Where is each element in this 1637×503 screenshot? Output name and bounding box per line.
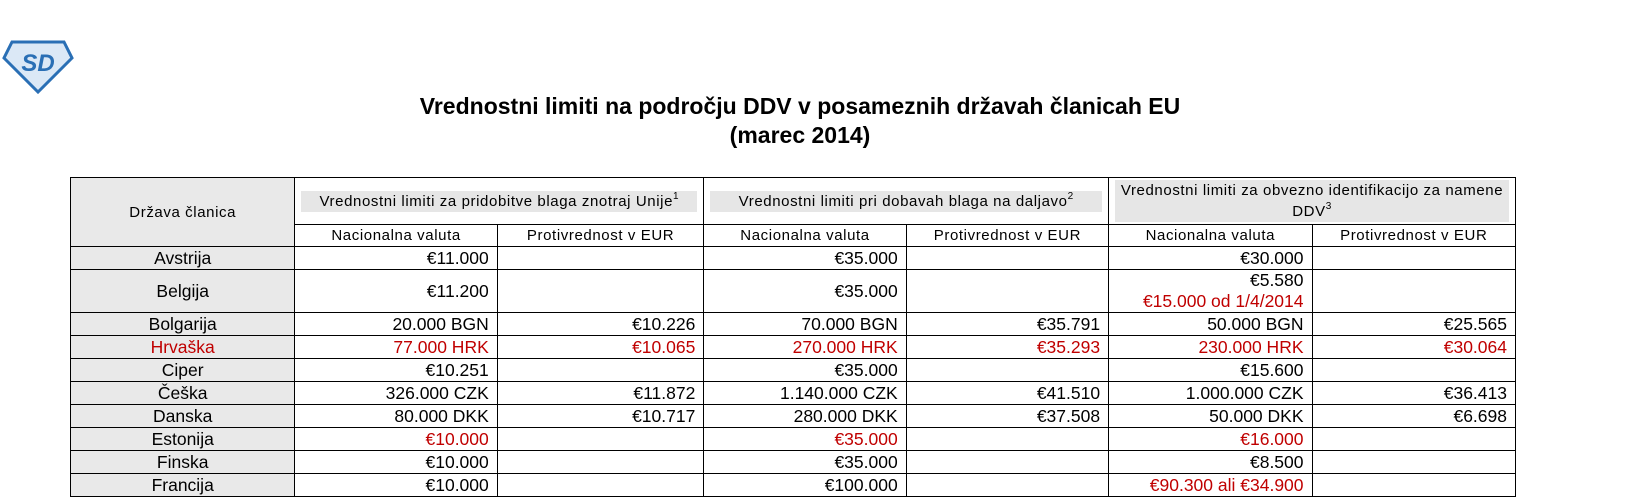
dist-national-cell: 270.000 HRK	[704, 336, 906, 359]
group-acquisitions-label: Vrednostni limiti za pridobitve blaga znotraj Unije	[319, 192, 674, 210]
id-national-cell: 230.000 HRK	[1109, 336, 1312, 359]
acq-national-cell: €11.200	[295, 270, 497, 313]
dist-eur-cell	[906, 270, 1108, 313]
acq-national-cell: €10.000	[295, 451, 497, 474]
acq-national-cell: €11.000	[295, 247, 497, 270]
subheader-eur-1: Protivrednost v EUR	[497, 225, 704, 247]
subheader-national-2: Nacionalna valuta	[704, 225, 906, 247]
table-row	[71, 474, 1516, 497]
dist-national-cell: €35.000	[704, 270, 906, 313]
id-national-cell: €8.500	[1109, 451, 1312, 474]
acq-national-cell: 80.000 DKK	[295, 405, 497, 428]
country-cell: Avstrija	[71, 247, 295, 270]
id-national-cell: €15.600	[1109, 359, 1312, 382]
footnote-2: 2	[1067, 190, 1074, 202]
id-eur-cell	[1312, 474, 1515, 497]
dist-eur-cell	[906, 247, 1108, 270]
group-header-acquisitions	[295, 178, 704, 225]
acq-eur-cell	[497, 247, 704, 270]
dist-eur-cell: €37.508	[906, 405, 1108, 428]
acq-national-cell: €10.251	[295, 359, 497, 382]
id-national-cell: €16.000	[1109, 428, 1312, 451]
table-row	[71, 382, 1516, 405]
table-row	[71, 359, 1516, 382]
id-eur-cell	[1312, 270, 1515, 313]
id-eur-cell	[1312, 428, 1515, 451]
country-cell: Belgija	[71, 270, 295, 313]
dist-eur-cell: €41.510	[906, 382, 1108, 405]
title-line-2: (marec 2014)	[729, 122, 871, 148]
dist-eur-cell	[906, 474, 1108, 497]
id-national-value: €5.580	[1249, 270, 1304, 290]
id-national-note: €15.000 od 1/4/2014	[1142, 291, 1304, 311]
table-row	[71, 405, 1516, 428]
company-logo	[2, 38, 74, 94]
dist-national-cell: €35.000	[704, 428, 906, 451]
acq-eur-cell: €10.065	[497, 336, 704, 359]
country-cell: Češka	[71, 382, 295, 405]
dist-eur-cell	[906, 359, 1108, 382]
dist-national-cell: €35.000	[704, 359, 906, 382]
dist-eur-cell	[906, 428, 1108, 451]
country-cell: Hrvaška	[71, 336, 295, 359]
dist-national-cell: €35.000	[704, 247, 906, 270]
acq-eur-cell	[497, 428, 704, 451]
acq-national-cell: €10.000	[295, 474, 497, 497]
table-row	[71, 270, 1516, 313]
dist-eur-cell	[906, 451, 1108, 474]
dist-national-cell: €35.000	[704, 451, 906, 474]
acq-national-cell: 20.000 BGN	[295, 313, 497, 336]
footnote-1: 1	[673, 190, 680, 202]
acq-eur-cell	[497, 359, 704, 382]
country-cell: Estonija	[71, 428, 295, 451]
subheader-eur-2: Protivrednost v EUR	[906, 225, 1108, 247]
country-cell: Francija	[71, 474, 295, 497]
table-row	[71, 247, 1516, 270]
table-row	[71, 428, 1516, 451]
group-identification-label: Vrednostni limiti za obvezno identifikacijo za namene DDV	[1120, 182, 1504, 220]
dist-national-cell: €100.000	[704, 474, 906, 497]
country-cell: Ciper	[71, 359, 295, 382]
group-distance-label: Vrednostni limiti pri dobavah blaga na daljavo	[738, 192, 1068, 210]
table-row	[71, 313, 1516, 336]
id-national-cell: €90.300 ali €34.900	[1109, 474, 1312, 497]
acq-eur-cell	[497, 270, 704, 313]
id-national-cell: 1.000.000 CZK	[1109, 382, 1312, 405]
id-national-cell: 50.000 BGN	[1109, 313, 1312, 336]
id-eur-cell: €25.565	[1312, 313, 1515, 336]
subheader-eur-3: Protivrednost v EUR	[1312, 225, 1515, 247]
group-header-identification	[1109, 178, 1516, 225]
page-title	[0, 92, 1600, 150]
header-row-groups	[71, 178, 1516, 225]
country-cell: Bolgarija	[71, 313, 295, 336]
id-eur-cell	[1312, 359, 1515, 382]
group-header-distance-sales	[704, 178, 1109, 225]
acq-eur-cell: €10.226	[497, 313, 704, 336]
country-column-header	[71, 178, 295, 247]
table-row	[71, 451, 1516, 474]
id-eur-cell: €36.413	[1312, 382, 1515, 405]
logo-text: SD	[21, 50, 55, 77]
acq-eur-cell	[497, 474, 704, 497]
vat-limits-table	[70, 177, 1516, 497]
id-eur-cell: €6.698	[1312, 405, 1515, 428]
subheader-national-3: Nacionalna valuta	[1109, 225, 1312, 247]
footnote-3: 3	[1325, 201, 1332, 212]
id-eur-cell: €30.064	[1312, 336, 1515, 359]
acq-eur-cell: €11.872	[497, 382, 704, 405]
dist-national-cell: 1.140.000 CZK	[704, 382, 906, 405]
id-national-cell	[1109, 270, 1312, 313]
acq-national-cell: €10.000	[295, 428, 497, 451]
subheader-national-1: Nacionalna valuta	[295, 225, 497, 247]
country-cell: Finska	[71, 451, 295, 474]
table-row	[71, 336, 1516, 359]
id-eur-cell	[1312, 247, 1515, 270]
acq-eur-cell: €10.717	[497, 405, 704, 428]
country-cell: Danska	[71, 405, 295, 428]
id-national-cell: 50.000 DKK	[1109, 405, 1312, 428]
country-header-label: Država članica	[129, 203, 237, 221]
id-eur-cell	[1312, 451, 1515, 474]
dist-eur-cell: €35.791	[906, 313, 1108, 336]
title-line-1: Vrednostni limiti na področju DDV v posameznih državah članicah EU	[419, 93, 1181, 119]
acq-national-cell: 77.000 HRK	[295, 336, 497, 359]
id-national-cell: €30.000	[1109, 247, 1312, 270]
dist-national-cell: 70.000 BGN	[704, 313, 906, 336]
dist-eur-cell: €35.293	[906, 336, 1108, 359]
dist-national-cell: 280.000 DKK	[704, 405, 906, 428]
acq-eur-cell	[497, 451, 704, 474]
acq-national-cell: 326.000 CZK	[295, 382, 497, 405]
